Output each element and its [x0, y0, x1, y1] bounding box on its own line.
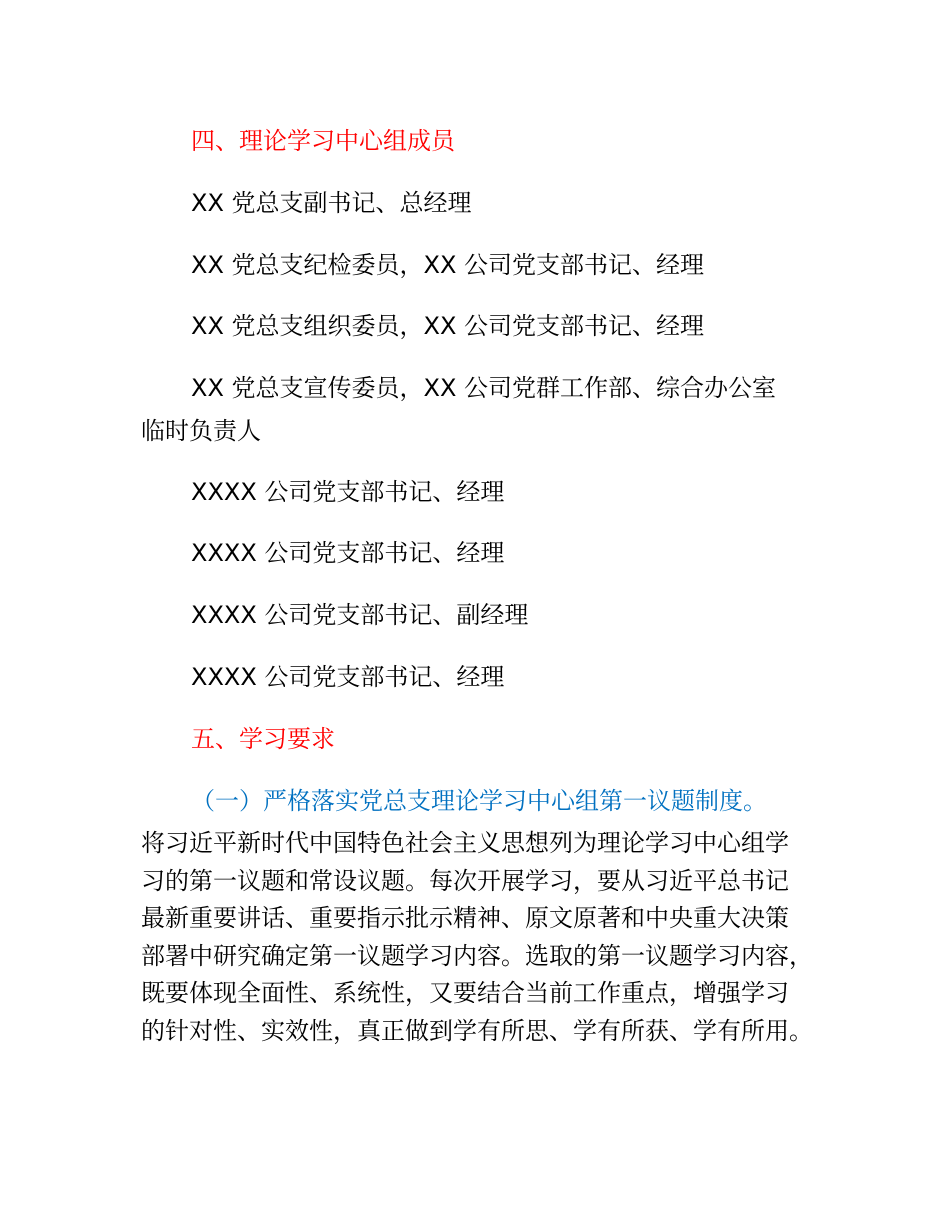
paragraph-line: 的针对性、实效性，真正做到学有所思、学有所获、学有所用。: [141, 1016, 813, 1045]
member-line-4-continued: 临时负责人: [141, 417, 261, 445]
member-line-6: XXXX 公司党支部书记、经理: [191, 539, 505, 567]
paragraph-line: 既要体现全面性、系统性，又要结合当前工作重点，增强学习: [141, 979, 789, 1008]
paragraph-line: 部署中研究确定第一议题学习内容。选取的第一议题学习内容，: [141, 941, 813, 970]
member-line-2: XX 党总支纪检委员，XX 公司党支部书记、经理: [191, 251, 705, 279]
member-line-3: XX 党总支组织委员，XX 公司党支部书记、经理: [191, 312, 705, 340]
subsection-1-paragraph: [141, 825, 831, 1051]
member-line-1: XX 党总支副书记、总经理: [191, 189, 472, 217]
subsection-1-title: （一）严格落实党总支理论学习中心组第一议题制度。: [191, 787, 767, 815]
member-line-5: XXXX 公司党支部书记、经理: [191, 478, 505, 506]
paragraph-line: 最新重要讲话、重要指示批示精神、原文原著和中央重大决策: [141, 904, 789, 933]
section-4-heading: 四、理论学习中心组成员: [191, 127, 455, 155]
section-5-heading: 五、学习要求: [191, 725, 335, 753]
paragraph-line: 将习近平新时代中国特色社会主义思想列为理论学习中心组学: [141, 829, 789, 857]
member-line-8: XXXX 公司党支部书记、经理: [191, 663, 505, 691]
member-line-7: XXXX 公司党支部书记、副经理: [191, 601, 529, 629]
paragraph-line: 习的第一议题和常设议题。每次开展学习，要从习近平总书记: [141, 866, 789, 895]
member-line-4: XX 党总支宣传委员，XX 公司党群工作部、综合办公室: [191, 374, 777, 402]
